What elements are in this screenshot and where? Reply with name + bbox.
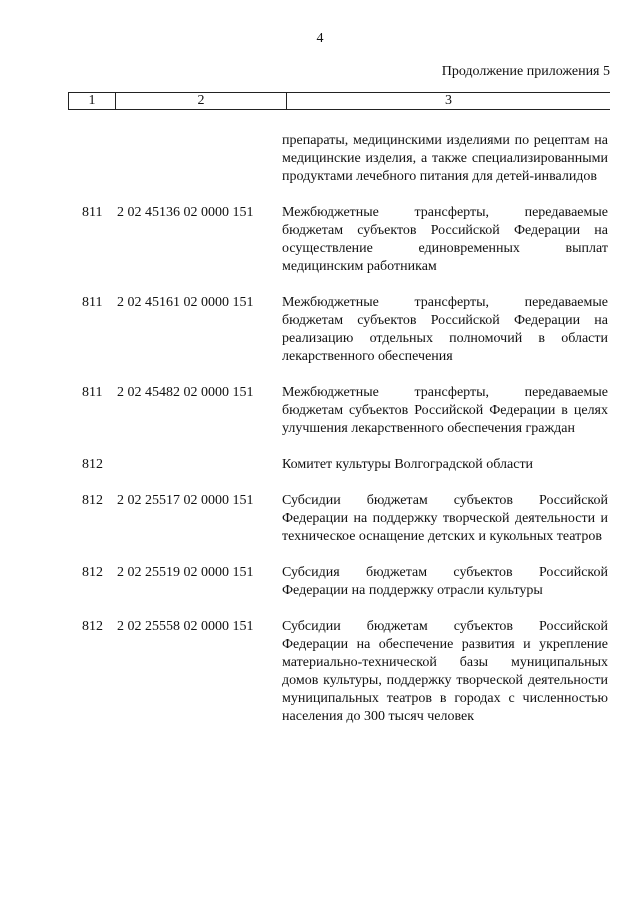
page-number: 4	[316, 31, 324, 46]
column-header-table	[68, 92, 610, 110]
table-row	[0, 204, 640, 276]
budget-code: 2 02 25517 02 0000 151	[117, 493, 254, 508]
admin-code: 812	[82, 493, 103, 508]
admin-code: 811	[82, 295, 103, 310]
row-description: Межбюджетные трансферты, передаваемые бюджетам субъектов Российской Федерации на осуществление единовременных выплат медицинским работникам	[282, 205, 608, 274]
row-description: Субсидия бюджетам субъектов Российской Федерации на поддержку отрасли культуры	[282, 565, 608, 598]
admin-code: 811	[82, 205, 103, 220]
table-row	[0, 294, 640, 366]
admin-code: 811	[82, 385, 103, 400]
admin-code: 812	[82, 457, 103, 472]
budget-code: 2 02 45136 02 0000 151	[117, 205, 254, 220]
table-row	[0, 492, 640, 546]
row-description: Комитет культуры Волгоградской области	[282, 457, 534, 472]
table-row	[0, 132, 640, 186]
budget-code: 2 02 25558 02 0000 151	[117, 619, 254, 634]
column-header-row	[69, 93, 611, 110]
row-description: Межбюджетные трансферты, передаваемые бюджетам субъектов Российской Федерации на реализацию отдельных полномочий в области лекарственного обеспечения	[282, 295, 608, 364]
continuation-title: Продолжение приложения 5	[441, 64, 610, 79]
row-description: Субсидии бюджетам субъектов Российской Федерации на обеспечение развития и укрепление материально-технической базы муниципальных домов культуры, поддержку творческой деятельности муниципальных театров в городах с численностью населения до 300 тысяч человек	[282, 619, 608, 724]
table-row	[0, 564, 640, 600]
row-description: препараты, медицинскими изделиями по рецептам на медицинские изделия, а также специализированными продуктами лечебного питания для детей-инвалидов	[282, 133, 608, 184]
admin-code: 812	[82, 619, 103, 634]
column-header-1: 1	[69, 93, 116, 110]
column-header-3: 3	[287, 93, 611, 110]
row-description: Субсидии бюджетам субъектов Российской Федерации на поддержку творческой деятельности и техническое оснащение детских и кукольных театров	[282, 493, 608, 544]
row-description: Межбюджетные трансферты, передаваемые бюджетам субъектов Российской Федерации в целях улучшения лекарственного обеспечения граждан	[282, 385, 608, 436]
table-row	[0, 384, 640, 438]
budget-code: 2 02 45161 02 0000 151	[117, 295, 254, 310]
budget-code: 2 02 45482 02 0000 151	[117, 385, 254, 400]
table-row	[0, 618, 640, 726]
column-header-2: 2	[116, 93, 287, 110]
table-body	[0, 132, 640, 744]
table-row	[0, 456, 640, 474]
admin-code: 812	[82, 565, 103, 580]
budget-code: 2 02 25519 02 0000 151	[117, 565, 254, 580]
